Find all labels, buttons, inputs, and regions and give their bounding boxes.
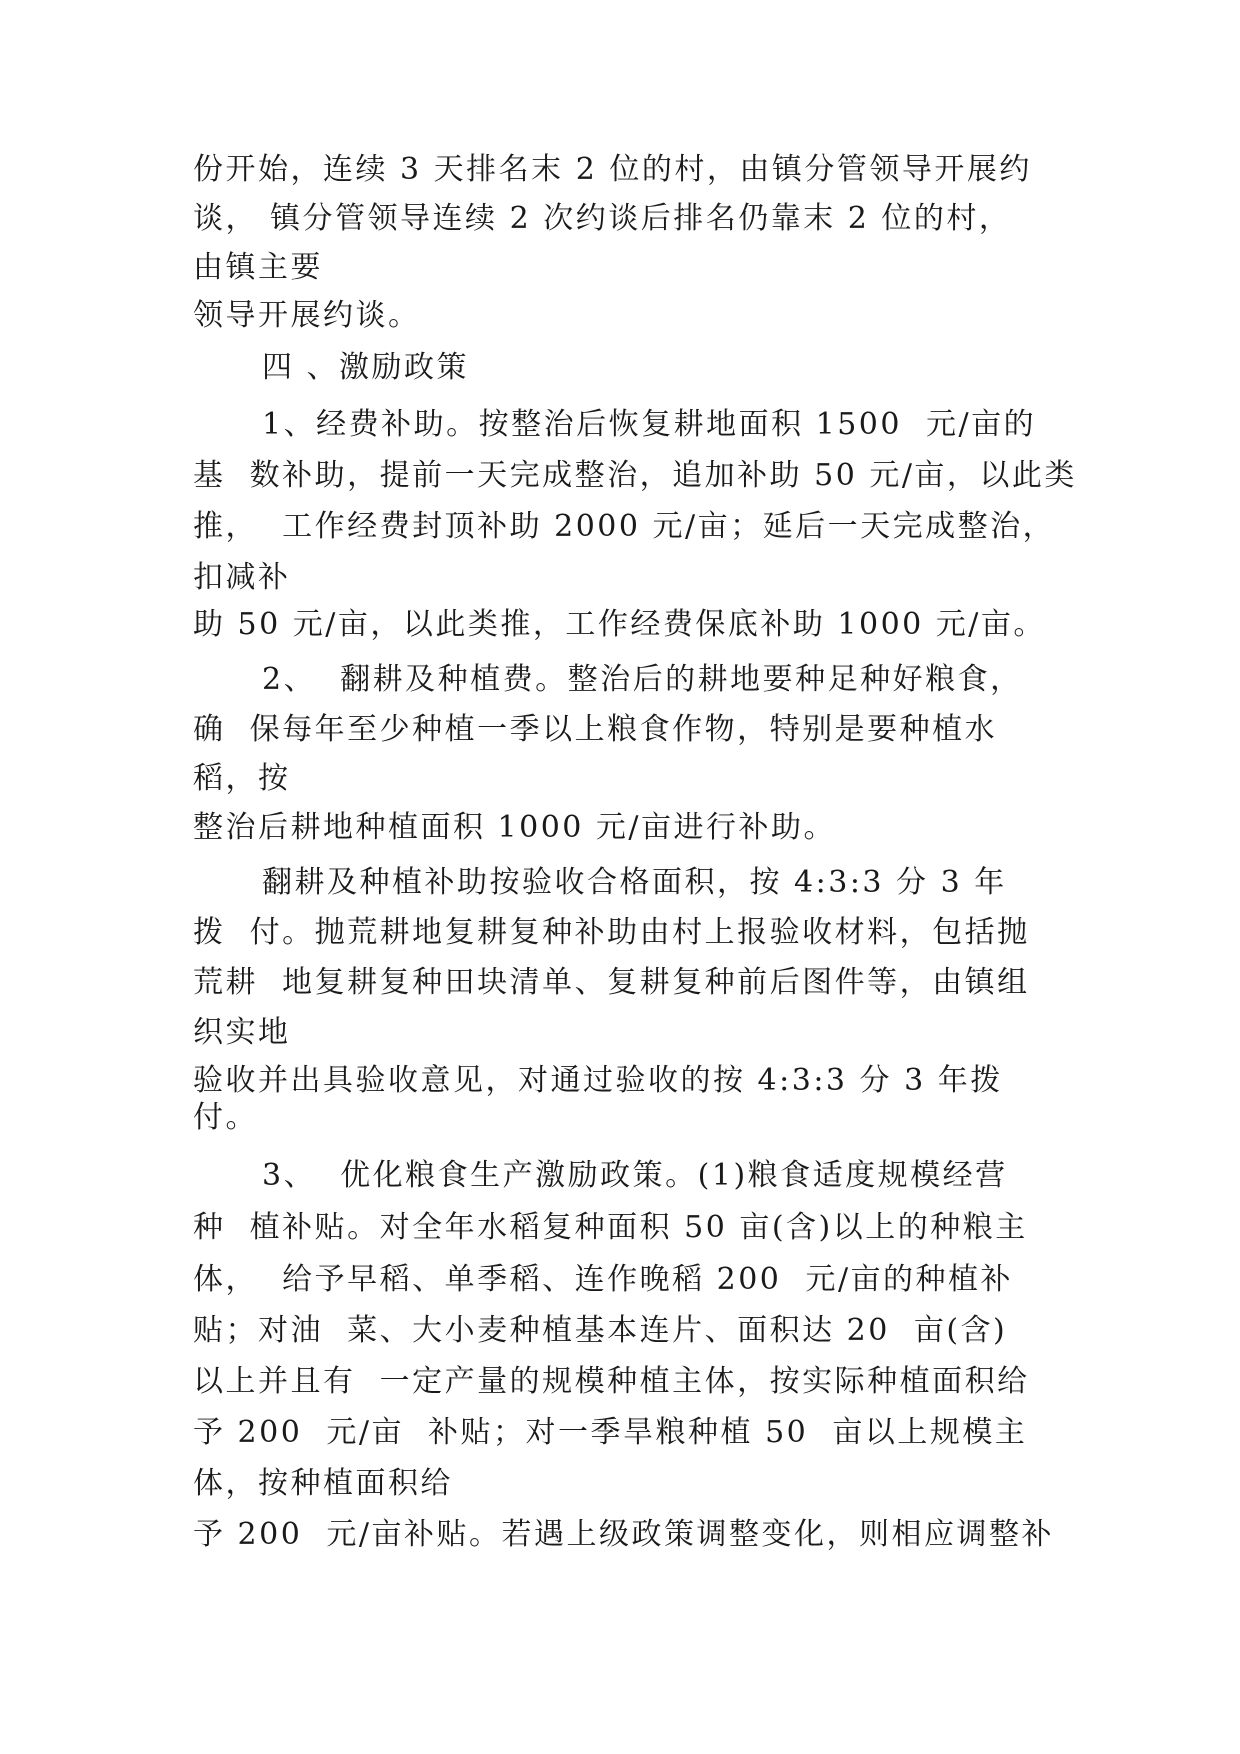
- paragraph-line: 3、 优化粮食生产激励政策。(1)粮食适度规模经营: [262, 1158, 1008, 1193]
- paragraph-line: 拨 付。抛荒耕地复耕复种补助由村上报验收材料，包括抛: [193, 915, 1030, 950]
- paragraph-line: 整治后耕地种植面积 1000 元/亩进行补助。: [193, 810, 837, 845]
- paragraph-line: 领导开展约谈。: [193, 298, 421, 333]
- paragraph-line: 推， 工作经费封顶补助 2000 元/亩；延后一天完成整治，: [193, 509, 1056, 544]
- paragraph-line: 种 植补贴。对全年水稻复种面积 50 亩(含)以上的种粮主: [193, 1210, 1028, 1245]
- paragraph-line: 以上并且有 一定产量的规模种植主体，按实际种植面积给: [193, 1364, 1030, 1399]
- paragraph-line: 体， 给予早稻、单季稻、连作晚稻 200 元/亩的种植补: [193, 1262, 1014, 1297]
- paragraph-line: 付。: [193, 1100, 258, 1135]
- paragraph-line: 翻耕及种植补助按验收合格面积，按 4:3:3 分 3 年: [262, 865, 1007, 900]
- paragraph-line: 份开始，连续 3 天排名末 2 位的村，由镇分管领导开展约: [193, 152, 1032, 187]
- paragraph-line: 体，按种植面积给: [193, 1466, 453, 1501]
- paragraph-line: 基 数补助，提前一天完成整治，追加补助 50 元/亩，以此类: [193, 458, 1077, 493]
- paragraph-line: 予 200 元/亩 补贴；对一季旱粮种植 50 亩以上规模主: [193, 1415, 1028, 1450]
- paragraph-line: 1、经费补助。按整治后恢复耕地面积 1500 元/亩的: [262, 407, 1037, 442]
- paragraph-line: 确 保每年至少种植一季以上粮食作物，特别是要种植水: [193, 712, 998, 747]
- paragraph-line: 稻，按: [193, 761, 291, 796]
- paragraph-line: 扣减补: [193, 560, 291, 595]
- paragraph-line: 由镇主要: [193, 250, 323, 285]
- paragraph-line: 予 200 元/亩补贴。若遇上级政策调整变化，则相应调整补: [193, 1517, 1054, 1552]
- section-heading: 四 、激励政策: [262, 350, 470, 385]
- paragraph-line: 验收并出具验收意见，对通过验收的按 4:3:3 分 3 年拨: [193, 1063, 1003, 1098]
- paragraph-line: 谈， 镇分管领导连续 2 次约谈后排名仍靠末 2 位的村，: [193, 201, 1012, 236]
- paragraph-line: 织实地: [193, 1015, 291, 1050]
- paragraph-line: 荒耕 地复耕复种田块清单、复耕复种前后图件等，由镇组: [193, 965, 1030, 1000]
- paragraph-line: 助 50 元/亩，以此类推，工作经费保底补助 1000 元/亩。: [193, 607, 1046, 642]
- paragraph-line: 2、 翻耕及种植费。整治后的耕地要种足种好粮食，: [262, 662, 1023, 697]
- paragraph-line: 贴；对油 菜、大小麦种植基本连片、面积达 20 亩(含): [193, 1313, 1008, 1348]
